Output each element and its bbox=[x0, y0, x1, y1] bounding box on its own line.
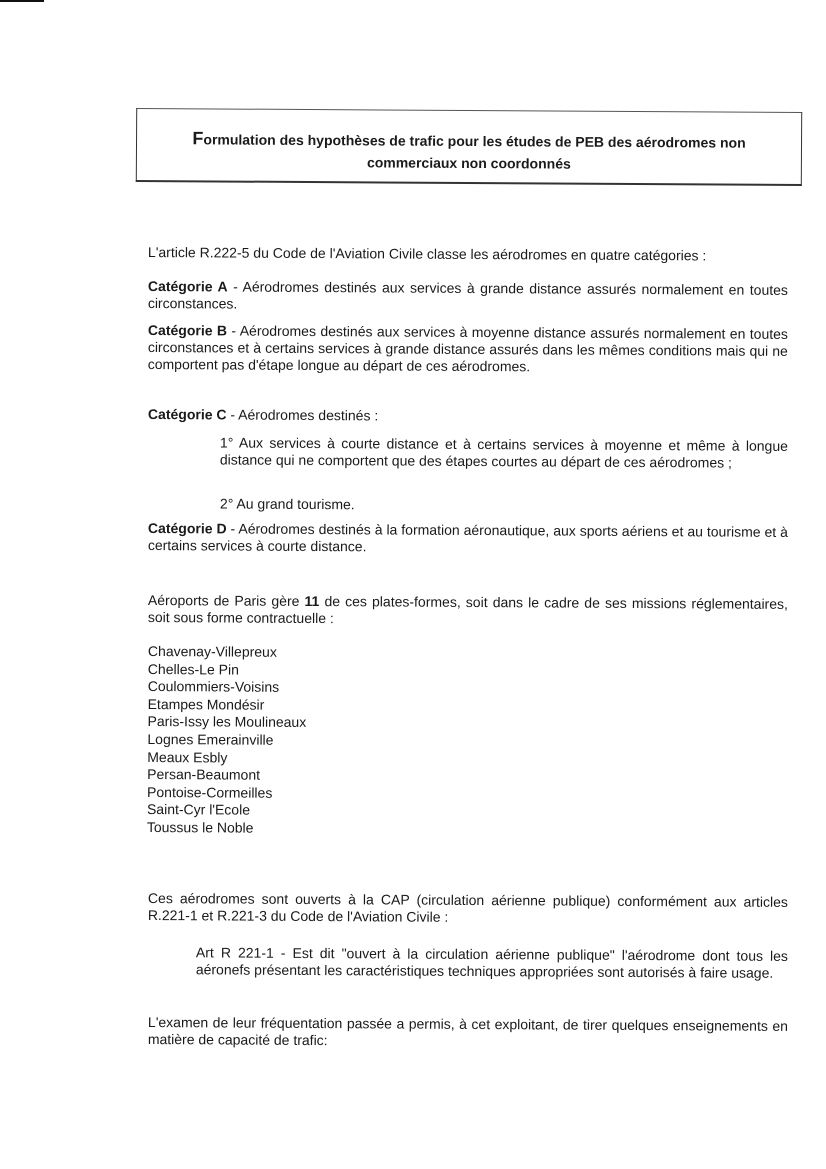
intro-paragraph: L'article R.222-5 du Code de l'Aviation Civile classe les aérodromes en quatre catégories : bbox=[147, 244, 707, 264]
aerodrome-list bbox=[147, 643, 788, 840]
adp-paragraph bbox=[148, 592, 788, 630]
examen-section bbox=[148, 1014, 788, 1052]
category-a-paragraph bbox=[148, 278, 788, 316]
category-c-paragraph bbox=[148, 406, 788, 427]
adp-text-after: de ces plates-formes, soit dans le cadre de ses missions réglementaires, soit sous forme contractuelle : bbox=[147, 593, 788, 627]
category-d-paragraph bbox=[148, 520, 788, 558]
intro-section bbox=[148, 244, 788, 265]
cap-section bbox=[148, 890, 788, 928]
aerodrome-list-section bbox=[147, 643, 788, 840]
category-c-item-1 bbox=[148, 434, 788, 472]
list-item: Paris-Issy les Moulineaux bbox=[147, 713, 307, 731]
list-item: Meaux Esbly bbox=[147, 748, 228, 766]
category-d-text: - Aérodromes destinés à la formation aéronautique, aux sports aériens et au tourisme et à certains services à courte distance. bbox=[147, 520, 789, 555]
list-item: Etampes Mondésir bbox=[147, 695, 265, 713]
scan-corner-mark bbox=[0, 0, 44, 2]
title-initial: F bbox=[192, 128, 204, 149]
list-item: Saint-Cyr l'Ecole bbox=[146, 801, 251, 818]
cap-paragraph: Ces aérodromes sont ouverts à la CAP (circulation aérienne publique) conformément aux articles R.221-1 et R.221-3 du Code de l'Aviation Civile : bbox=[147, 890, 788, 925]
category-c bbox=[148, 406, 788, 427]
adp-section bbox=[148, 592, 788, 630]
category-b-paragraph bbox=[148, 322, 788, 377]
category-d bbox=[148, 520, 788, 558]
title-box bbox=[136, 108, 802, 186]
list-item: Toussus le Noble bbox=[146, 818, 254, 836]
title-line-1 bbox=[137, 127, 801, 154]
list-item: Persan-Beaumont bbox=[147, 766, 261, 783]
category-c-item: 1° Aux services à courte distance et à certains services à moyenne et même à longue distance qui ne comportent que des étapes courtes au départ de ces aérodromes ; bbox=[219, 434, 788, 471]
category-a-text: - Aérodromes destinés aux services à grande distance assurés normalement en toutes circonstances. bbox=[147, 278, 788, 312]
category-d-label: Catégorie D bbox=[147, 520, 227, 537]
list-item: Pontoise-Cormeilles bbox=[147, 783, 273, 801]
article-quote-section bbox=[148, 944, 788, 982]
title-line-1-text: ormulation des hypothèses de trafic pour les études de PEB des aérodromes non bbox=[203, 131, 746, 151]
examen-paragraph: L'examen de leur fréquentation passée a permis, à cet exploitant, de tirer quelques enseignements en matière de capacité de trafic: bbox=[147, 1014, 788, 1049]
article-quote: Art R 221-1 - Est dit "ouvert à la circulation aérienne publique" l'aérodrome dont tous les aéronefs présentant les caractéristiques techniques appropriées sont autorisés à faire usage. bbox=[195, 944, 788, 981]
adp-text-before: Aéroports de Paris gère bbox=[147, 592, 305, 609]
category-a-label: Catégorie A bbox=[147, 278, 228, 295]
category-b-text: - Aérodromes destinés aux services à moyenne distance assurés normalement en toutes circonstances et à certains services à grande distance assurés dans les mêmes conditions mais qui ne comportent pas d'étape longue au départ de ces aérodromes. bbox=[147, 322, 789, 375]
category-c-label: Catégorie C bbox=[147, 406, 227, 423]
category-b-label: Catégorie B bbox=[147, 322, 228, 339]
category-c-text: - Aérodromes destinés : bbox=[226, 406, 379, 424]
list-item: Chavenay-Villepreux bbox=[147, 643, 277, 660]
title-line-2: commerciaux non coordonnés bbox=[366, 154, 571, 172]
category-c-item-2 bbox=[148, 495, 788, 516]
list-item: Lognes Emerainville bbox=[147, 730, 274, 748]
list-item: Chelles-Le Pin bbox=[147, 660, 239, 678]
list-item: Coulommiers-Voisins bbox=[147, 678, 280, 695]
category-b bbox=[148, 322, 788, 377]
category-c-item: 2° Au grand tourisme. bbox=[219, 495, 355, 513]
adp-count: 11 bbox=[304, 592, 320, 610]
category-a bbox=[148, 278, 788, 316]
